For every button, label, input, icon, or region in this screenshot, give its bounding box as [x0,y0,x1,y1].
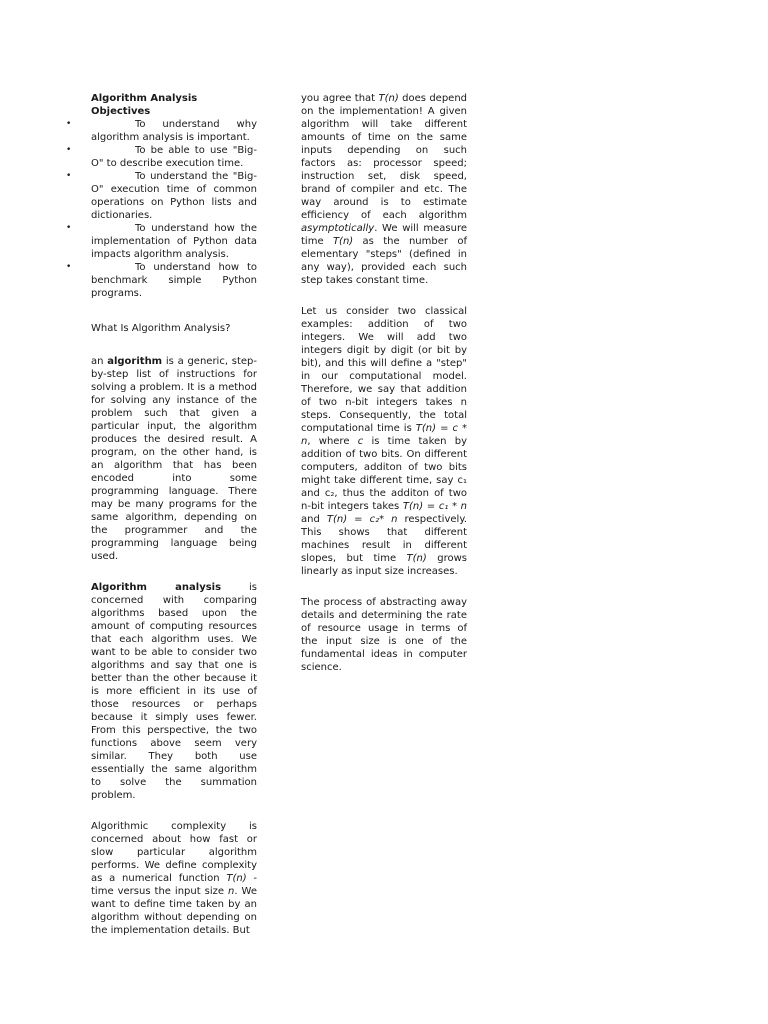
italic-term: T(n) [378,93,399,104]
italic-term: T(n) [332,236,354,247]
algorithm-analysis-paragraph [91,581,257,802]
text-run: an [91,356,108,367]
objective-text: To understand the "Big-O" execution time of common operations on Python lists and dictionaries. [91,171,257,221]
text-run: , where [307,436,358,447]
italic-term: T(n) [406,553,427,564]
text-run: Algorithmic complexity is concerned about how fast or slow particular algorithm performs. We define complexity as a numerical function [91,821,257,884]
left-column [66,92,258,937]
bullet-icon: • [66,223,72,233]
text-run: . We want to define time taken by an algorithm without depending on the implementation details. But [91,886,258,936]
text-run: and [301,514,327,525]
objective-item [66,144,257,170]
right-column [301,92,467,674]
text-run: - time versus the input size [91,873,257,897]
italic-term: T(n) = c₂* n [326,514,398,525]
text-run: is a generic, step-by-step list of instructions for solving a problem. It is a method for solving any instance of the problem such that given a particular input, the algorithm produces the desired result. A program, on the other hand, is an algorithm that has been encoded into some programming language. There may be many programs for the same algorithm, depending on the programmer and the programming language being used. [91,356,257,562]
text-run: as the number of elementary "steps" (defined in any way), provided each such step takes constant time. [301,236,467,286]
text-run: is concerned with comparing algorithms based upon the amount of computing resources that each algorithm uses. We want to be able to consider two algorithms and say that one is better than the other because it is more efficient in its use of those resources or perhaps because it simply uses fewer. From this perspective, the two functions above seem very similar. They both use essentially the same algorithm to solve the summation problem. [91,582,258,801]
objective-text: To understand why algorithm analysis is important. [91,119,257,143]
document-title [91,92,257,118]
section-heading: What Is Algorithm Analysis? [91,323,231,334]
title-line-2: Objectives [91,106,151,117]
italic-term: n [228,886,235,897]
objective-item [66,261,257,300]
classical-examples-paragraph [301,305,467,578]
implementation-paragraph [301,92,467,287]
italic-term: T(n) = c₁ * n [402,501,468,512]
title-line-1: Algorithm Analysis [91,93,198,104]
italic-term: asymptotically [301,223,375,234]
bullet-icon: • [66,171,72,181]
bullet-icon: • [66,119,72,129]
abstraction-paragraph: The process of abstracting away details and determining the rate of resource usage in terms of the input size is one of the fundamental ideas in computer science. [301,597,467,673]
text-run: does depend on the implementation! A given algorithm will take different amounts of time on the same inputs depending on such factors as: processor speed; instruction set, disk speed, brand of compiler and etc. The way around is to estimate efficiency of each algorithm [301,93,467,221]
algorithmic-complexity-paragraph [91,820,257,937]
text-run: grows linearly as input size increases. [301,553,467,577]
objectives-list [66,118,257,300]
objective-item [66,170,257,222]
italic-term: T(n) [226,873,247,884]
italic-term: T(n) = c * n [301,423,467,447]
text-run: you agree that [301,93,379,104]
objective-text: To understand how the implementation of Python data impacts algorithm analysis. [91,223,257,260]
text-run: . We will measure time [301,223,467,247]
objective-item [66,222,257,261]
objective-item [66,118,257,144]
bold-term: Algorithm analysis [91,582,222,593]
text-run: Let us consider two classical examples: addition of two integers. We will add two integers digit by digit (or bit by bit), and this will define a "step" in our computational model. Therefore, we say that addition of two n-bit integers takes n steps. Consequently, the total computational time is [301,306,467,434]
bullet-icon: • [66,262,72,272]
bold-term: algorithm [107,356,163,367]
italic-term: c [357,436,364,447]
text-run: is time taken by addition of two bits. On different computers, additon of two bits might take different time, say c₁ and c₂, thus the additon of two n-bit integers takes [301,436,467,512]
objective-text: To be able to use "Big-O" to describe execution time. [91,145,257,169]
bullet-icon: • [66,145,72,155]
text-run: respectively. This shows that different machines result in different slopes, but time [301,514,467,564]
algorithm-definition-paragraph [91,355,257,563]
objective-text: To understand how to benchmark simple Python programs. [91,262,257,299]
